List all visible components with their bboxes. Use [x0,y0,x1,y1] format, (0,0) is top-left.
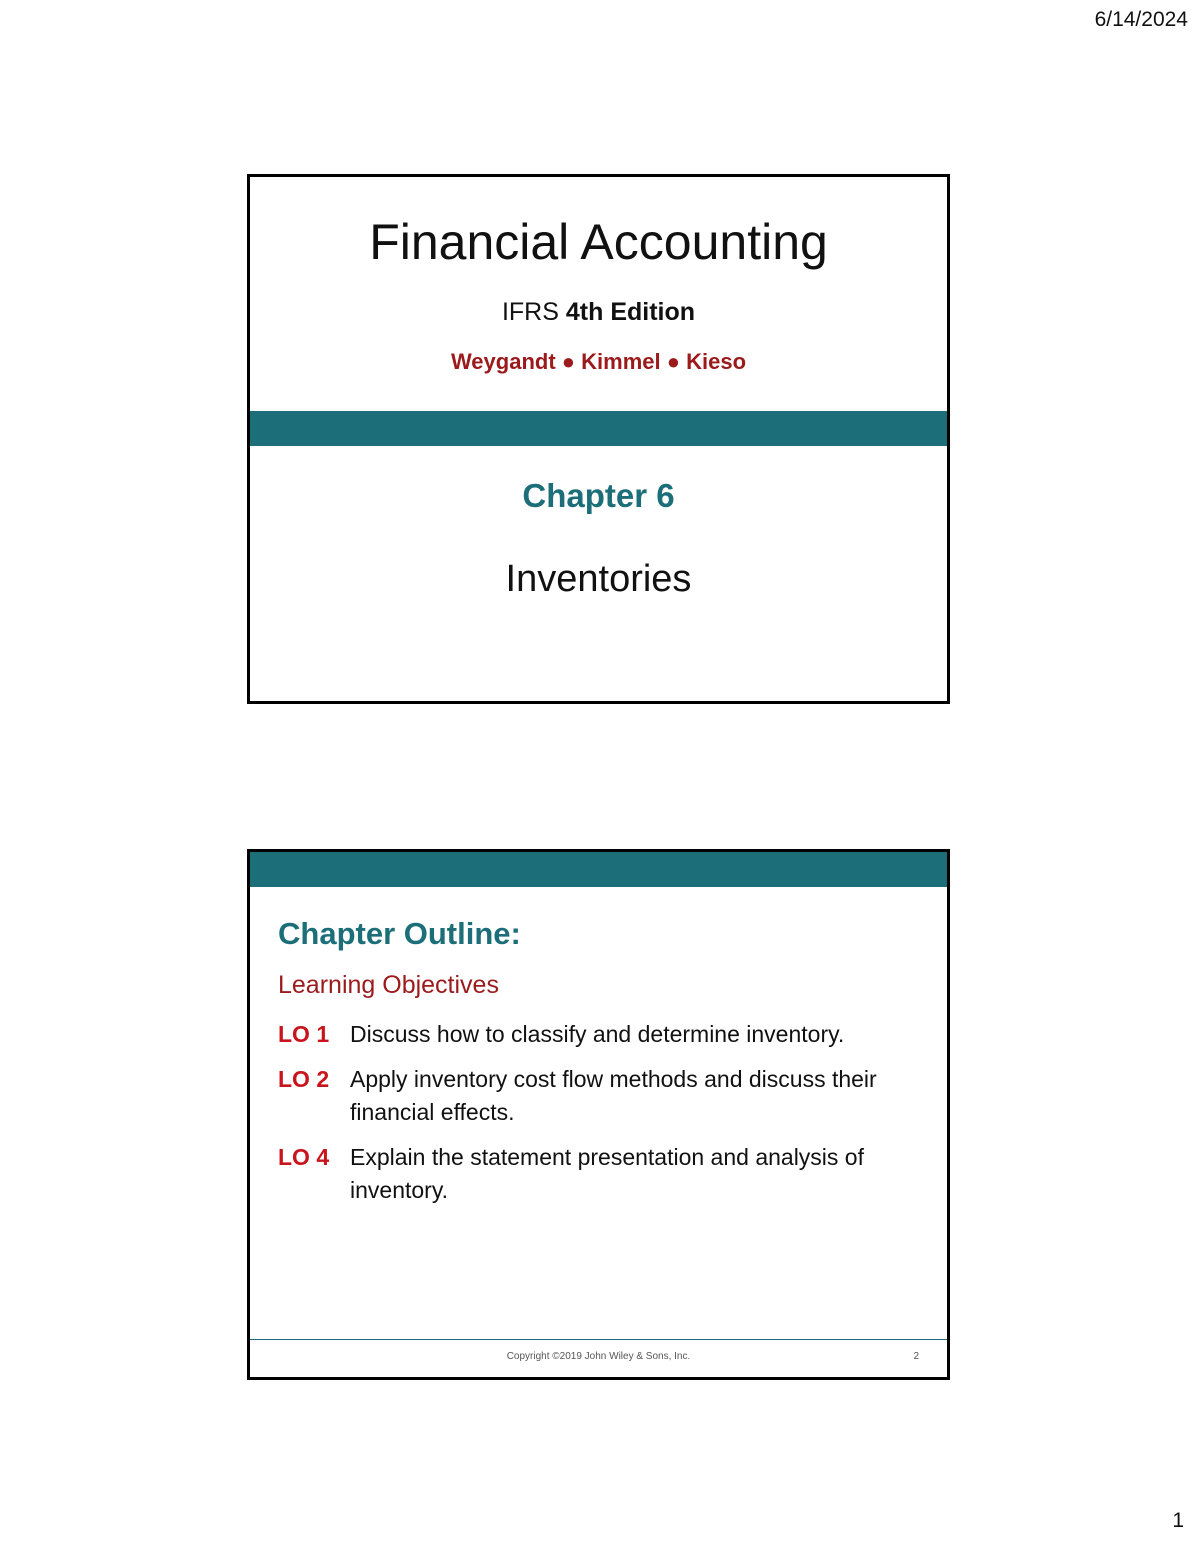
objective-text: Explain the statement presentation and analysis of inventory. [350,1144,864,1203]
edition-number: 4th Edition [565,298,696,326]
chapter-topic: Inventories [505,558,692,600]
slide-number: 2 [913,1351,919,1362]
edition-label [250,298,947,327]
authors: Weygandt ● Kimmel ● Kieso [450,349,747,374]
list-item [278,1141,928,1207]
objective-text: Discuss how to classify and determine inventory. [350,1021,845,1047]
objective-text: Apply inventory cost flow methods and discuss their financial effects. [350,1066,877,1125]
objectives-list [278,1018,928,1219]
edition-prefix: IFRS [501,298,566,326]
objective-code: LO 1 [278,1021,330,1047]
page-date: 6/14/2024 [1094,8,1188,31]
objective-code: LO 2 [278,1066,330,1092]
footer-divider [250,1339,947,1340]
title-slide [247,174,950,704]
course-title: Financial Accounting [369,214,828,270]
outline-heading: Chapter Outline: [278,916,521,951]
title-divider-band [250,411,947,446]
outline-slide [247,849,950,1380]
objective-code: LO 4 [278,1144,330,1170]
copyright-notice: Copyright ©2019 John Wiley & Sons, Inc. [506,1351,691,1362]
list-item [278,1018,928,1051]
page-number: 1 [1172,1509,1184,1532]
outline-subheading: Learning Objectives [278,971,499,999]
chapter-label: Chapter 6 [522,477,675,514]
header-band [250,852,947,887]
list-item [278,1063,928,1129]
